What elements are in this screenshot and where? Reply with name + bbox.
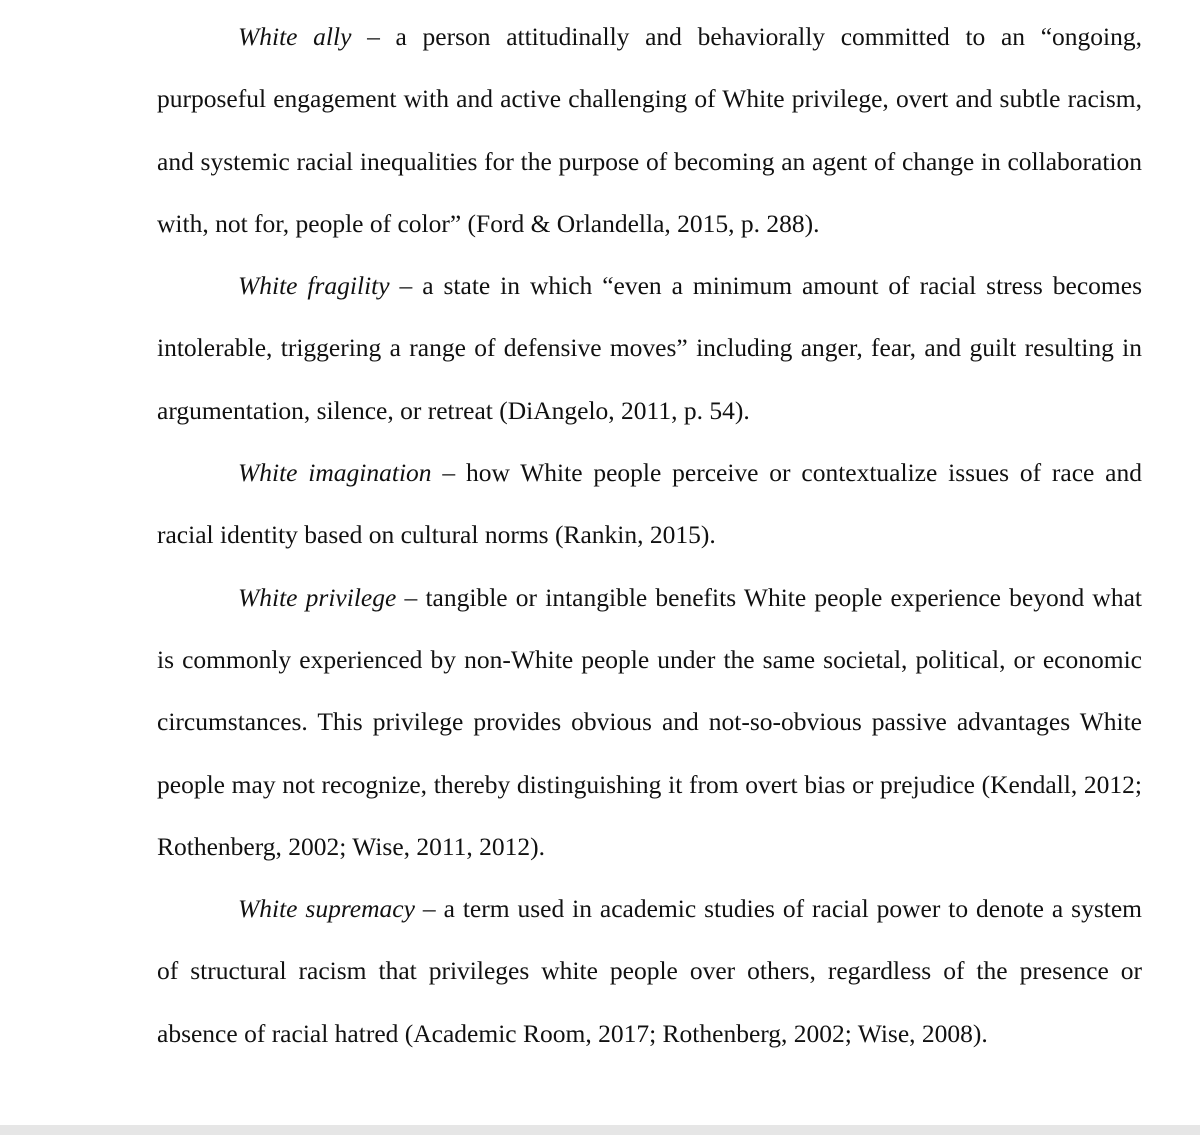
term-label: White privilege [238, 582, 397, 612]
definition-white-privilege [157, 567, 1142, 878]
term-dash: – [389, 271, 423, 301]
term-dash: – [414, 894, 444, 924]
term-label: White imagination [238, 458, 432, 488]
definition-white-fragility [157, 255, 1142, 442]
page-bottom-edge [0, 1125, 1200, 1135]
term-label: White ally [238, 22, 352, 51]
definition-white-supremacy [157, 878, 1142, 1065]
definition-text: tangible or intangible benefits White people experience beyond what is commonly experienced by non-White people under the same societal, political, or economic circumstances. This privilege provides obvious and not-so-obvious passive advantages White people may not recognize, thereby distinguishing it from overt bias or prejudice (Kendall, 2012; Rothenberg, 2002; Wise, 2011, 2012). [157, 582, 1142, 861]
definition-text: a person attitudinally and behaviorally committed to an “ongoing, purposeful engagement with and active challenging of White privilege, overt and subtle racism, and systemic racial inequalities for the purpose of becoming an agent of change in collaboration with, not for, people of color” (Ford & Orlandella, 2015, p. 288). [157, 22, 1143, 238]
term-dash: – [396, 582, 426, 612]
term-label: White supremacy [238, 894, 415, 924]
definition-text: a term used in academic studies of racial power to denote a system of structural racism that privileges white people over others, regardless of the presence or absence of racial hatred (Academic Room, 2017; Rothenberg, 2002; Wise, 2008). [157, 894, 1143, 1048]
term-dash: – [431, 458, 466, 488]
definition-white-imagination [157, 442, 1142, 567]
term-dash: – [351, 22, 396, 51]
definition-text: a state in which “even a minimum amount of racial stress becomes intolerable, triggering a range of defensive moves” including anger, fear, and guilt resulting in argumentation, silence, or retreat (DiAngelo, 2011, p. 54). [157, 271, 1142, 425]
definition-white-ally [157, 6, 1142, 255]
definitions-list [157, 6, 1142, 1065]
term-label: White fragility [238, 271, 390, 301]
definition-text: how White people perceive or contextualize issues of race and racial identity based on cultural norms (Rankin, 2015). [157, 458, 1143, 550]
